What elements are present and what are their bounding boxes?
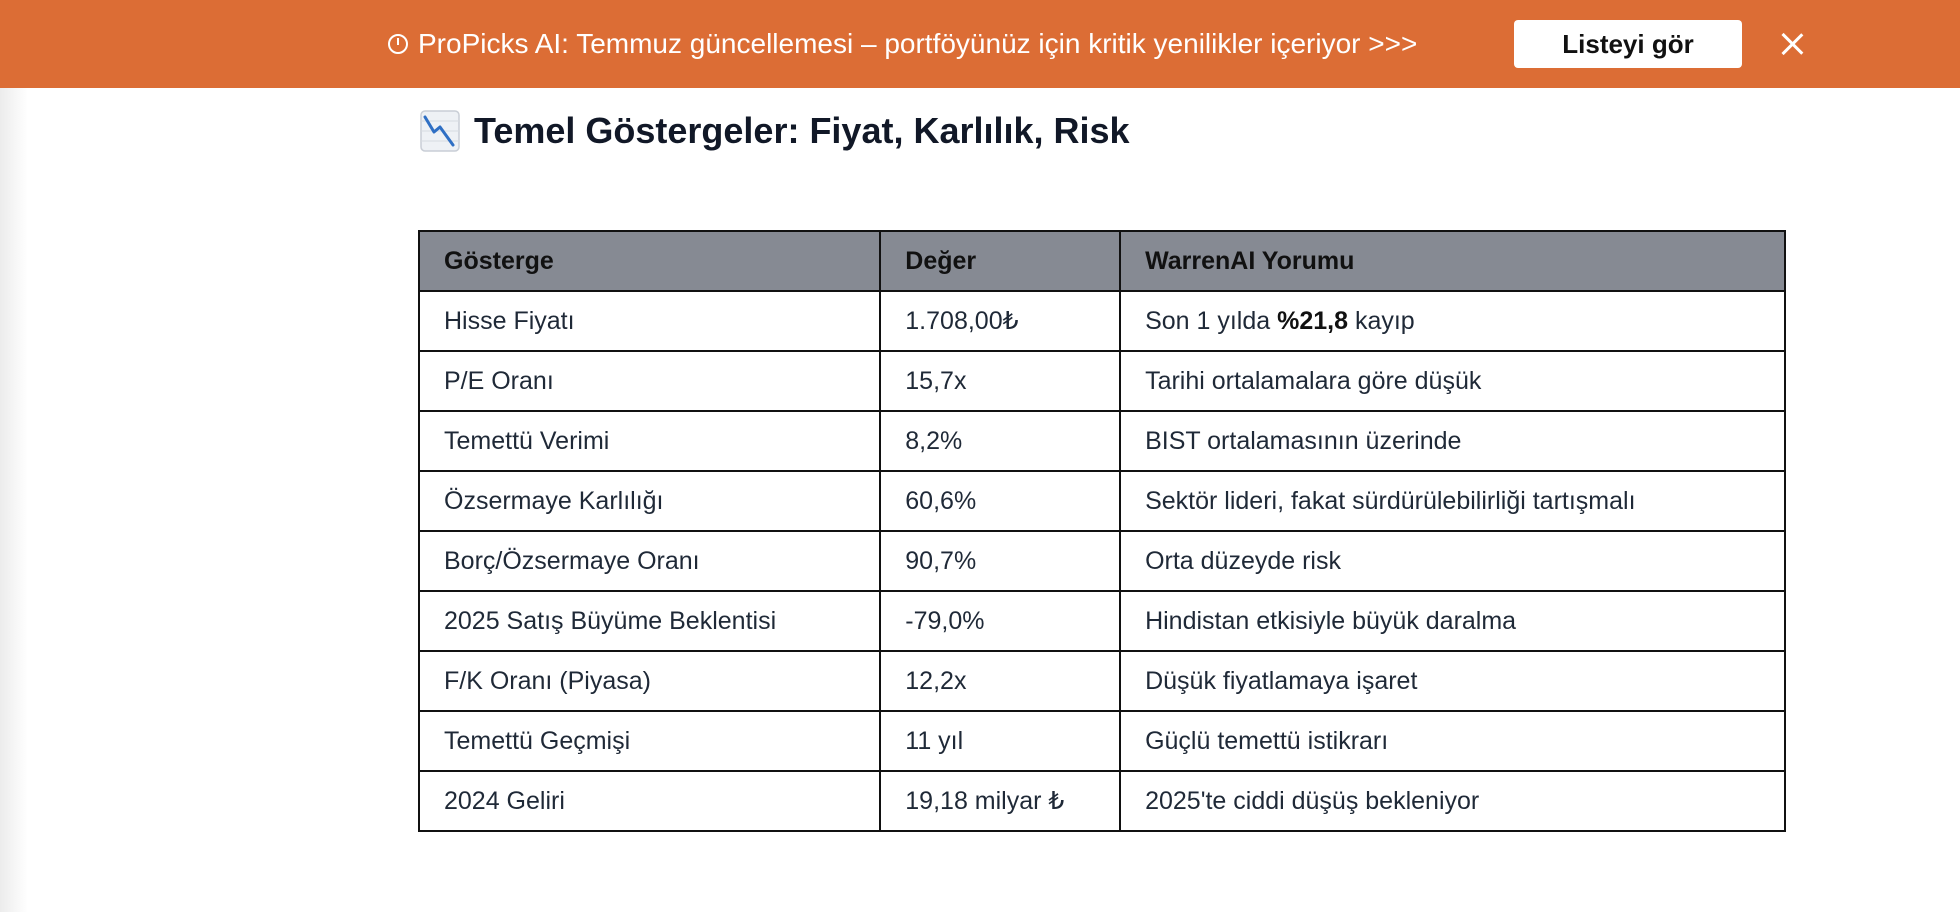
comment-text: Son 1 yılda [1145, 306, 1278, 335]
table-row [419, 591, 1785, 651]
value-cell: 90,7% [880, 531, 1120, 591]
metric-cell: F/K Oranı (Piyasa) [419, 651, 880, 711]
comment-cell: Sektör lideri, fakat sürdürülebilirliği tartışmalı [1120, 471, 1785, 531]
table-row [419, 711, 1785, 771]
value-cell: 19,18 milyar ₺ [880, 771, 1120, 831]
value-cell: 8,2% [880, 411, 1120, 471]
value-cell: 12,2x [880, 651, 1120, 711]
comment-cell: BIST ortalamasının üzerinde [1120, 411, 1785, 471]
value-cell: 11 yıl [880, 711, 1120, 771]
metric-cell: P/E Oranı [419, 351, 880, 411]
table-row [419, 651, 1785, 711]
header-comment: WarrenAI Yorumu [1120, 231, 1785, 291]
value-cell: 1.708,00₺ [880, 291, 1120, 351]
metric-cell: Hisse Fiyatı [419, 291, 880, 351]
metrics-table [418, 230, 1786, 832]
comment-cell: Tarihi ortalamalara göre düşük [1120, 351, 1785, 411]
section-title [420, 106, 1130, 156]
comment-cell: Düşük fiyatlamaya işaret [1120, 651, 1785, 711]
metric-cell: 2024 Geliri [419, 771, 880, 831]
value-cell: 15,7x [880, 351, 1120, 411]
page-edge-shadow [0, 0, 28, 912]
table-row [419, 531, 1785, 591]
metric-cell: Temettü Geçmişi [419, 711, 880, 771]
metric-cell: Özsermaye Karlılığı [419, 471, 880, 531]
table-row [419, 351, 1785, 411]
metric-cell: Borç/Özsermaye Oranı [419, 531, 880, 591]
comment-cell: Orta düzeyde risk [1120, 531, 1785, 591]
metric-cell: Temettü Verimi [419, 411, 880, 471]
table-row [419, 471, 1785, 531]
metric-cell: 2025 Satış Büyüme Beklentisi [419, 591, 880, 651]
comment-cell [1120, 291, 1785, 351]
table-row [419, 411, 1785, 471]
promo-banner-text[interactable]: ProPicks AI: Temmuz güncellemesi – portföyünüz için kritik yenilikler içeriyor >>> [418, 28, 1418, 59]
table-row [419, 771, 1785, 831]
table-header-row [419, 231, 1785, 291]
promo-banner-link[interactable] [388, 0, 1417, 88]
header-metric: Gösterge [419, 231, 880, 291]
close-icon[interactable] [1776, 28, 1808, 60]
header-value: Değer [880, 231, 1120, 291]
chart-decreasing-icon [420, 110, 460, 152]
section-title-text: Temel Göstergeler: Fiyat, Karlılık, Risk [474, 110, 1130, 151]
comment-text: kayıp [1348, 306, 1415, 335]
view-list-button[interactable]: Listeyi gör [1514, 20, 1742, 68]
comment-cell: Güçlü temettü istikrarı [1120, 711, 1785, 771]
table-row [419, 291, 1785, 351]
promo-banner [0, 0, 1960, 88]
comment-cell: 2025'te ciddi düşüş bekleniyor [1120, 771, 1785, 831]
comment-cell: Hindistan etkisiyle büyük daralma [1120, 591, 1785, 651]
value-cell: 60,6% [880, 471, 1120, 531]
stopwatch-icon [388, 34, 408, 54]
value-cell: -79,0% [880, 591, 1120, 651]
comment-highlight: %21,8 [1277, 306, 1348, 335]
